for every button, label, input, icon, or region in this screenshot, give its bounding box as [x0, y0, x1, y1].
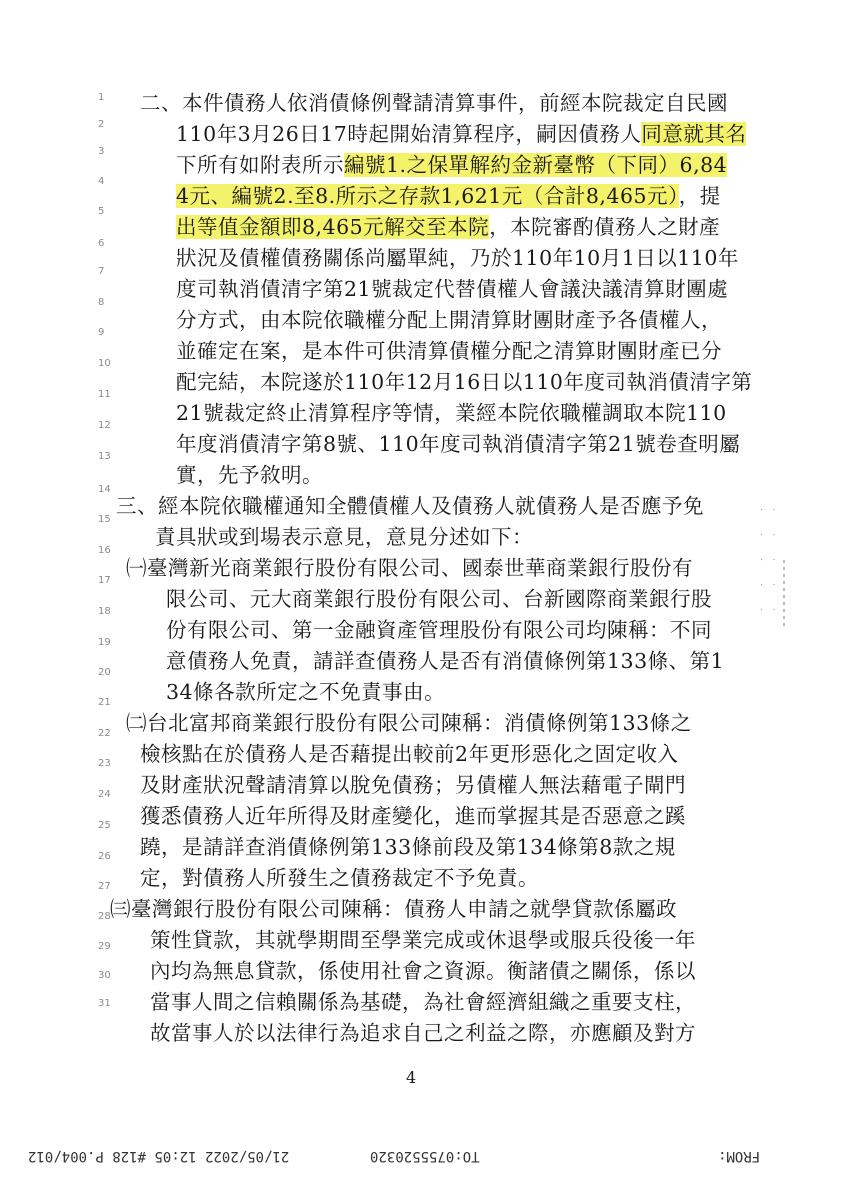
line-number: 22	[98, 728, 111, 739]
line-number: 12	[98, 420, 111, 431]
line-number: 11	[98, 389, 111, 400]
line-number: 6	[98, 238, 105, 249]
item3-line: 當事人間之信賴關係為基礎，為社會經濟組織之重要支柱，	[150, 990, 696, 1014]
line-number: 21	[98, 697, 111, 708]
line-number: 15	[98, 514, 111, 525]
item2-line: 定，對債務人所發生之債務裁定不予免責。	[140, 866, 539, 890]
section2-line	[140, 90, 728, 116]
item3-line: 策性貸款，其就學期間至學業完成或休退學或服兵役後一年	[150, 928, 696, 952]
item2-line: 檢核點在於債務人是否藉提出較前2年更形惡化之固定收入	[140, 742, 679, 766]
line-number: 26	[98, 851, 111, 862]
section2-line	[176, 152, 727, 178]
item3-line: 內均為無息貸款，係使用社會之資源。衡諸債之關係，係以	[150, 959, 696, 983]
section2-line: 配完結，本院遂於110年12月16日以110年度司執消債清字第	[176, 370, 753, 394]
fax-from: FROM:	[718, 1148, 761, 1164]
line-number: 19	[98, 637, 111, 648]
line-number: 30	[98, 970, 111, 981]
item1-line: ㈠臺灣新光商業銀行股份有限公司、國泰世華商業銀行股份有	[126, 556, 693, 580]
line-number: 16	[98, 545, 111, 556]
fax-to: TO:0755520320	[370, 1148, 480, 1164]
page-number: 4	[406, 1068, 417, 1087]
text: ，本院審酌債務人之財產	[489, 215, 721, 239]
text: ，提	[678, 184, 721, 208]
section2-line: 狀況及債權債務關係尚屬單純，乃於110年10月1日以110年	[176, 246, 739, 270]
item2-line: ㈡台北富邦商業銀行股份有限公司陳稱：消債條例第133條之	[126, 711, 692, 735]
line-number: 8	[98, 297, 105, 308]
line-number: 25	[98, 820, 111, 831]
margin-dots: ⋅ ⋅	[760, 605, 779, 616]
line-number: 2	[98, 119, 105, 130]
line-number: 31	[98, 998, 111, 1009]
line-number: 1	[98, 92, 105, 103]
text: 110年3月26日17時起開始清算程序，嗣因債務人	[176, 122, 642, 146]
item1-line: 限公司、元大商業銀行股份有限公司、台新國際商業銀行股	[166, 587, 712, 611]
text: 下所有如附表所示	[176, 153, 344, 177]
section2-line: 實，先予敘明。	[176, 463, 323, 487]
section3-line: 三、經本院依職權通知全體債權人及債務人就債務人是否應予免	[116, 494, 704, 518]
item2-line: 獲悉債務人近年所得及財產變化，進而掌握其是否惡意之蹊	[140, 804, 686, 828]
highlighted-text: 出等值金額即8,465元解交至本院	[176, 215, 490, 239]
item2-line: 蹺，是請詳查消債條例第133條前段及第134條第8款之規	[140, 835, 676, 859]
line-number: 4	[98, 176, 105, 187]
item1-line: 份有限公司、第一金融資產管理股份有限公司均陳稱：不同	[166, 618, 712, 642]
section2-line: 度司執消債清字第21號裁定代替債權人會議決議清算財團處	[176, 277, 729, 301]
margin-dots: ⋅ ⋅	[760, 505, 779, 516]
line-number: 14	[98, 484, 111, 495]
line-number: 10	[98, 358, 111, 369]
section2-line	[176, 121, 746, 147]
fax-pages: 21/05/2022 12:05 #128 P.004/012	[28, 1148, 290, 1164]
line-number: 24	[98, 789, 111, 800]
section2-line: 並確定在案，是本件可供清算債權分配之清算財團財產已分	[176, 339, 722, 363]
margin-dots: ⋅ ⋅	[760, 530, 779, 541]
item1-line: 34條各款所定之不免責事由。	[166, 680, 446, 704]
margin-dots: ⋅ ⋅	[760, 580, 779, 591]
text: 二、本件債務人依消債條例聲請清算事件，前經本院裁定自民國	[140, 91, 728, 115]
highlighted-text: 4元、編號2.至8.所示之存款1,621元（合計8,465元）	[176, 184, 679, 208]
item1-line: 意債務人免責，請詳查債務人是否有消債條例第133條、第1	[166, 649, 725, 673]
section2-line: 分方式，由本院依職權分配上開清算財團財產予各債權人，	[176, 308, 722, 332]
line-number: 9	[98, 327, 105, 338]
line-number: 13	[98, 451, 111, 462]
line-number: 7	[98, 266, 105, 277]
item3-line: ㈢臺灣銀行股份有限公司陳稱：債務人申請之就學貸款係屬政	[110, 897, 677, 921]
section2-line: 21號裁定終止清算程序等情，業經本院依職權調取本院110	[176, 401, 727, 425]
item2-line: 及財產狀況聲請清算以脫免債務；另債權人無法藉電子閘門	[140, 773, 686, 797]
section2-line: 年度消債清字第8號、110年度司執消債清字第21號卷查明屬	[176, 432, 741, 456]
line-number: 28	[98, 911, 111, 922]
line-number: 17	[98, 575, 111, 586]
line-number: 5	[98, 206, 105, 217]
line-number: 29	[98, 941, 111, 952]
line-number: 27	[98, 881, 111, 892]
highlighted-text: 編號1.之保單解約金新臺幣（下同）6,84	[344, 153, 728, 177]
section2-line	[176, 183, 721, 209]
item3-line: 故當事人於以法律行為追求自己之利益之際，亦應顧及對方	[150, 1021, 696, 1045]
margin-mark	[783, 560, 785, 630]
margin-dots: ⋅ ⋅	[760, 555, 779, 566]
line-number: 23	[98, 758, 111, 769]
section2-line	[176, 214, 720, 240]
line-number: 18	[98, 606, 111, 617]
section3-line: 責具狀或到場表示意見，意見分述如下：	[155, 525, 533, 549]
highlighted-text: 同意就其名	[641, 122, 747, 146]
line-number: 20	[98, 667, 111, 678]
line-number: 3	[98, 146, 105, 157]
